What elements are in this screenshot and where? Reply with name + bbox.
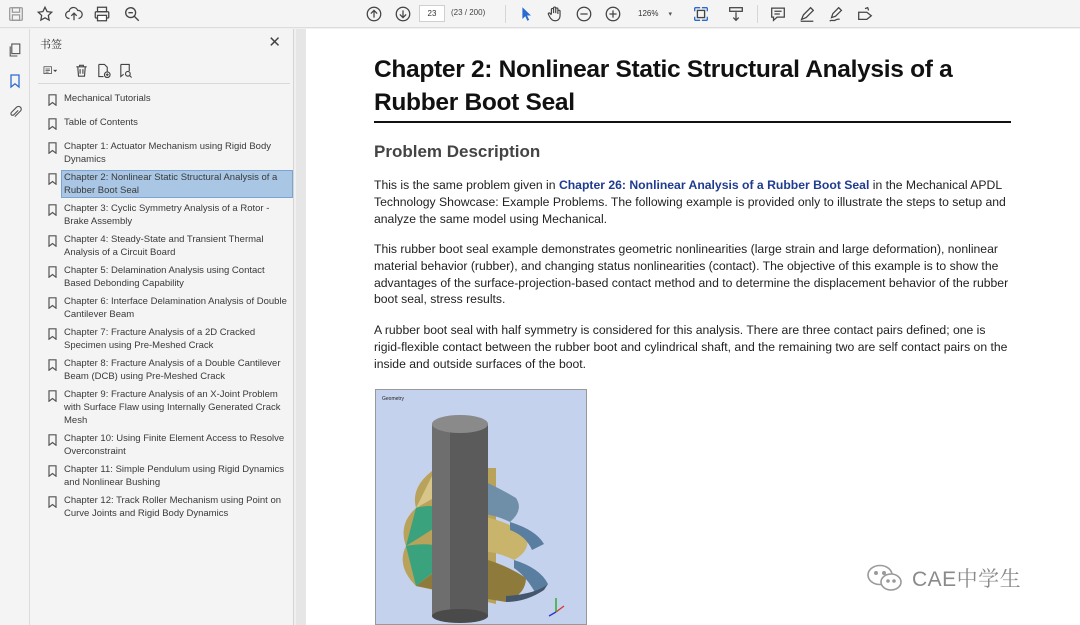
bookmark-label: Chapter 5: Delamination Analysis using Contact Based Debonding Capability bbox=[64, 265, 265, 289]
zoom-value: 126% bbox=[638, 9, 659, 18]
bookmark-item[interactable] bbox=[48, 462, 292, 490]
bookmarks-icon[interactable] bbox=[5, 71, 25, 91]
rubber-boot-model-image bbox=[376, 390, 587, 625]
watermark-text: CAE中学生 bbox=[912, 568, 1022, 591]
bookmark-icon bbox=[48, 296, 62, 314]
chapter-title: Chapter 2: Nonlinear Static Structural Analysis of a Rubber Boot Seal bbox=[374, 56, 953, 116]
bookmark-item[interactable] bbox=[48, 91, 292, 112]
bookmark-icon bbox=[48, 389, 62, 407]
panel-title: 书签 bbox=[40, 39, 62, 51]
draw-icon[interactable] bbox=[826, 4, 846, 24]
p1-text-b: in the Mechanical APDL Technology Showcase: Example Problems. The following example is provided only to illustrate the steps to setup and analyze the same model using Mechanical. bbox=[374, 178, 1006, 226]
fit-page-icon[interactable] bbox=[691, 4, 711, 24]
bookmark-icon bbox=[48, 433, 62, 451]
bookmark-item[interactable] bbox=[48, 294, 292, 322]
previous-page-icon[interactable] bbox=[364, 4, 384, 24]
bookmark-icon bbox=[48, 234, 62, 252]
divider bbox=[38, 83, 290, 84]
bookmark-item[interactable] bbox=[48, 115, 292, 136]
bookmark-icon bbox=[48, 93, 62, 111]
comment-icon[interactable] bbox=[768, 4, 788, 24]
bookmark-label: Chapter 1: Actuator Mechanism using Rigid Body Dynamics bbox=[64, 141, 271, 165]
bookmark-item[interactable] bbox=[48, 431, 292, 459]
bookmark-item[interactable] bbox=[48, 325, 292, 353]
section-heading: Problem Description bbox=[374, 142, 541, 161]
page-number-input[interactable]: 23 bbox=[419, 5, 445, 22]
wechat-icon bbox=[866, 563, 904, 593]
paragraph-3: A rubber boot seal with half symmetry is considered for this analysis. There are three contact pairs defined; one is rigid-flexible contact between the rubber boot and cylindrical shaft, and the remaining two are self contact pairs on the inside and outside surfaces of the boot. bbox=[374, 323, 1008, 371]
bookmark-list bbox=[48, 91, 292, 524]
attachments-icon[interactable] bbox=[5, 102, 25, 122]
close-icon[interactable]: ✕ bbox=[268, 34, 281, 51]
bookmarks-panel bbox=[30, 29, 294, 625]
bookmark-item[interactable] bbox=[48, 139, 292, 167]
bookmark-item[interactable] bbox=[48, 201, 292, 229]
bookmark-icon bbox=[48, 358, 62, 376]
bookmark-label: Chapter 6: Interface Delamination Analysis of Double Cantilever Beam bbox=[64, 296, 287, 320]
bookmark-label: Chapter 12: Track Roller Mechanism using Point on Curve Joints and Rigid Body Dynamics bbox=[64, 495, 282, 519]
star-icon[interactable] bbox=[35, 4, 55, 24]
bookmark-icon bbox=[48, 327, 62, 345]
left-rail bbox=[0, 29, 30, 625]
document-viewport[interactable] bbox=[296, 29, 1080, 625]
p1-text-a: This is the same problem given in bbox=[374, 178, 559, 192]
bookmark-label: Mechanical Tutorials bbox=[64, 93, 151, 104]
bookmark-icon bbox=[48, 117, 62, 135]
bookmark-icon bbox=[48, 265, 62, 283]
bookmark-item[interactable] bbox=[48, 387, 292, 428]
zoom-select[interactable] bbox=[632, 5, 678, 22]
page-count: (23 / 200) bbox=[451, 8, 486, 17]
bookmark-icon bbox=[48, 203, 62, 221]
cloud-upload-icon[interactable] bbox=[64, 4, 84, 24]
delete-bookmark-icon[interactable] bbox=[72, 61, 90, 79]
bookmark-item[interactable] bbox=[48, 356, 292, 384]
save-icon[interactable] bbox=[6, 4, 26, 24]
title-rule bbox=[374, 121, 1011, 123]
paragraph-1 bbox=[374, 177, 1014, 227]
main-toolbar bbox=[0, 0, 1080, 28]
scroll-mode-icon[interactable] bbox=[726, 4, 746, 24]
next-page-icon[interactable] bbox=[393, 4, 413, 24]
bookmark-label: Chapter 3: Cyclic Symmetry Analysis of a Rotor - Brake Assembly bbox=[64, 203, 270, 227]
chapter-26-link[interactable]: Chapter 26: Nonlinear Analysis of a Rubber Boot Seal bbox=[558, 178, 870, 192]
document-page bbox=[306, 29, 1080, 625]
bookmark-label: Chapter 8: Fracture Analysis of a Double Cantilever Beam (DCB) using Pre-Meshed Crack bbox=[64, 358, 281, 382]
sign-icon[interactable] bbox=[855, 4, 875, 24]
print-icon[interactable] bbox=[92, 4, 112, 24]
page-thumbnails-icon[interactable] bbox=[5, 40, 25, 60]
figure-label: Geometry bbox=[382, 396, 404, 402]
bookmark-icon bbox=[48, 464, 62, 482]
chevron-down-icon: ▾ bbox=[668, 10, 672, 18]
bookmark-icon bbox=[48, 495, 62, 513]
bookmark-label: Chapter 4: Steady-State and Transient Thermal Analysis of a Circuit Board bbox=[64, 234, 264, 258]
bookmark-label: Chapter 10: Using Finite Element Access to Resolve Overconstraint bbox=[64, 433, 285, 457]
highlight-icon[interactable] bbox=[797, 4, 817, 24]
bookmark-search-icon[interactable] bbox=[116, 61, 134, 79]
new-bookmark-icon[interactable] bbox=[94, 61, 112, 79]
bookmark-item[interactable] bbox=[48, 232, 292, 260]
geometry-figure bbox=[375, 389, 587, 625]
select-tool-icon[interactable] bbox=[516, 4, 536, 24]
bookmark-label: Chapter 11: Simple Pendulum using Rigid Dynamics and Nonlinear Bushing bbox=[64, 464, 285, 488]
zoom-in-icon[interactable] bbox=[603, 4, 623, 24]
bookmark-item[interactable] bbox=[48, 170, 292, 198]
bookmark-label: Chapter 9: Fracture Analysis of an X-Joint Problem with Surface Flaw using Internally Generated Crack Mesh bbox=[64, 389, 281, 426]
bookmark-label: Chapter 7: Fracture Analysis of a 2D Cracked Specimen using Pre-Meshed Crack bbox=[64, 327, 256, 351]
bookmark-item[interactable] bbox=[48, 263, 292, 291]
hand-tool-icon[interactable] bbox=[545, 4, 565, 24]
bookmark-item[interactable] bbox=[48, 493, 292, 521]
options-menu-icon[interactable] bbox=[38, 61, 62, 79]
zoom-out-icon[interactable] bbox=[574, 4, 594, 24]
bookmark-icon bbox=[48, 172, 62, 190]
paragraph-2: This rubber boot seal example demonstrates geometric nonlinearities (large strain and large deformation), nonlinear material behavior (rubber), and changing status nonlinearities (contact). The objective of this example is to show the advantages of the surface-projection-based contact method and to determine the displacement behavior of the rubber boot seal, stress results. bbox=[374, 242, 1009, 307]
find-icon[interactable] bbox=[122, 4, 142, 24]
watermark bbox=[866, 563, 1021, 593]
bookmark-label: Table of Contents bbox=[64, 117, 138, 128]
bookmark-label: Chapter 2: Nonlinear Static Structural Analysis of a Rubber Boot Seal bbox=[62, 171, 292, 197]
bookmark-icon bbox=[48, 141, 62, 159]
